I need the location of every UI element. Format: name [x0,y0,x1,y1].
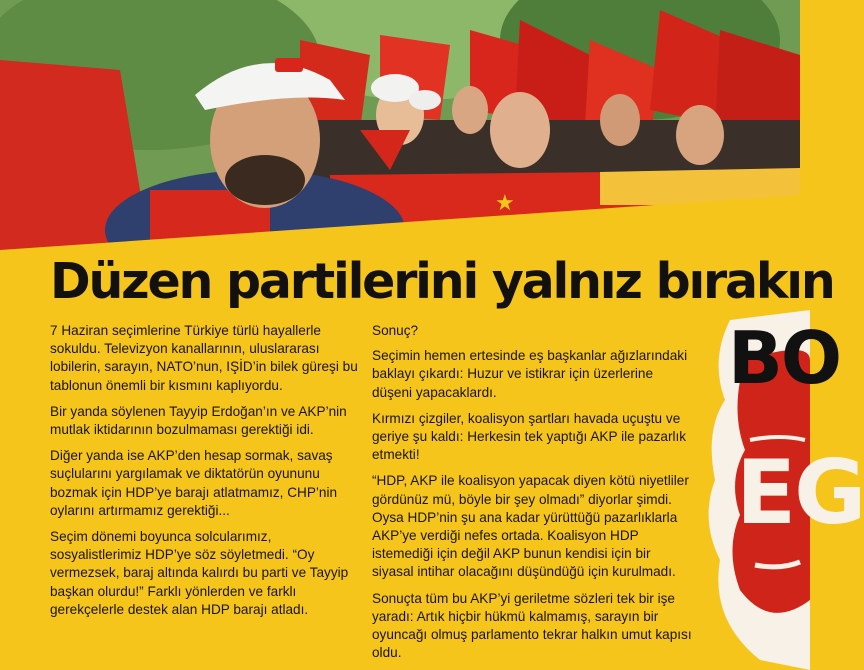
paragraph: Diğer yanda ise AKP’den hesap sormak, savaş suçlularını yargılamak ve diktatörün oyununu bozmak için HDP’ye barajı atlatmamız, CHP’nin oylarını artırmamız gerektiği... [50,448,338,518]
paragraph: “HDP, AKP ile koalisyon yapacak diyen kötü niyetliler gördünüz mü, böyle bir şey olmadı” diyorlar şimdi. Oysa HDP’nin şu ana kadar yürüttüğü pazarlıklarla AKP’ye verdiği nefes ortada. Koalisyon HDP istemediği için değil AKP bunun kendisi için bir siyasal intihar olacağını düşündüğü için kurulmadı. [372,473,689,580]
paragraph: Sonuç? [372,323,419,338]
paragraph: Sonuçta tüm bu AKP’yi geriletme sözleri tek bir işe yaradı: Artık hiçbir hükmü kalmamış, sarayın bir oyuncağı olmuş parlamento tekrar halkın umut kapısı oldu. [372,590,692,661]
right-column [372,322,692,670]
paragraph: Kırmızı çizgiler, koalisyon şartları havada uçuştu ve geriye şu kaldı: Herkesin tek yaptığı AKP ile pazarlık etmekti! [372,410,687,463]
header-photo [0,0,800,250]
left-column [50,322,366,627]
sticker-line-1: BO [728,316,841,400]
sticker-badge [700,300,864,670]
paragraph: 7 Haziran seçimlerine Türkiye türlü hayallerle sokuldu. Televizyon kanallarının, uluslararası lobilerin, sarayın, NATO’nun, IŞİD’in bilek güreşi bu tablonun önemli bir kısmını kaplıyordu. [50,323,358,393]
paragraph: Seçimin hemen ertesinde eş başkanlar ağızlarındaki baklayı çıkardı: Huzur ve istikrar için üzerlerine düşeni yapacaklardı. [372,348,688,400]
svg-text:★: ★ [495,191,515,216]
article-title: Düzen partilerini yalnız bırakın [50,253,834,310]
paragraph: Bir yanda söylenen Tayyip Erdoğan’ın ve AKP’nin mutlak iktidarının bozulmaması gerektiği idi. [50,403,347,438]
paragraph: Seçim dönemi boyunca solcularımız, sosyalistlerimiz HDP’ye söz söyletmedi. “Oy vermezsek, baraj altında kalırdı bu parti ve Tayyip başkan olurdu!” Farklı yönlerden ve farklı gerekçelerle destek alan HDP barajı atladı. [50,529,349,617]
sticker-line-2: EG [736,441,864,544]
